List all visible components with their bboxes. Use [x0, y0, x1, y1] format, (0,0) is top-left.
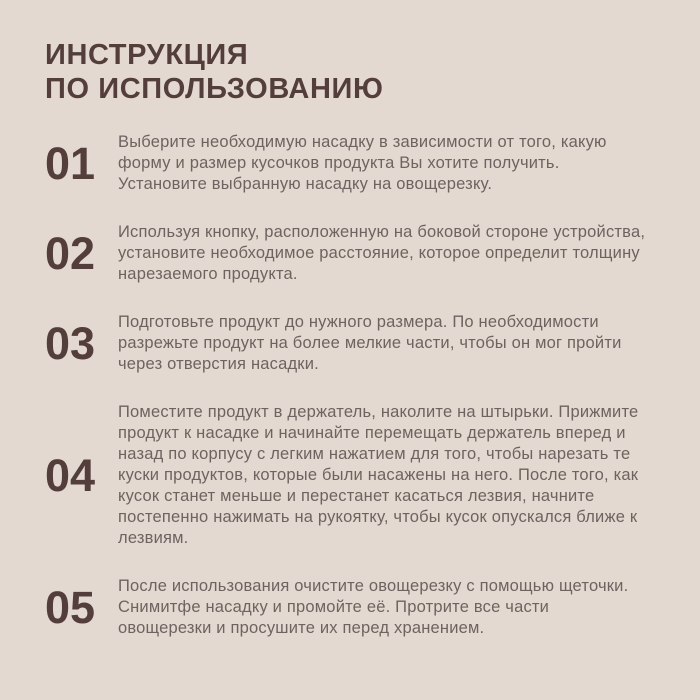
- step-number: 05: [45, 582, 96, 633]
- step-text: Поместите продукт в держатель, наколите на штырьки. Прижмите продукт к насадке и начинайте перемещать держатель вперед и назад по корпусу с легким нажатием для того, чтобы нарезать те куски продуктов, которые были насажены на него. После того, как кусок станет меньше и перестанет касаться лезвия, начните постепенно нажимать на рукоятку, чтобы кусок опускался ближе к лезвиям.: [118, 403, 639, 547]
- step-item-04: [45, 402, 660, 549]
- page-title-line1: ИНСТРУКЦИЯ: [45, 39, 249, 71]
- step-text: После использования очистите овощерезку с помощью щеточки. Снимитфе насадку и промойте её. Протрите все части овощерезки и просушите их перед хранением.: [118, 577, 629, 637]
- step-number: 04: [45, 450, 96, 501]
- step-item-02: [45, 222, 660, 285]
- step-number: 01: [45, 138, 96, 189]
- step-number: 02: [45, 228, 96, 279]
- step-text: Подготовьте продукт до нужного размера. По необходимости разрежьте продукт на более мелкие части, чтобы он мог пройти через отверстия насадки.: [118, 313, 622, 373]
- page-title: [45, 38, 660, 106]
- step-text: Выберите необходимую насадку в зависимости от того, какую форму и размер кусочков продукта Вы хотите получить. Установите выбранную насадку на овощерезку.: [118, 133, 607, 193]
- steps-list: [45, 132, 660, 639]
- step-number: 03: [45, 318, 96, 369]
- page-title-line2: ПО ИСПОЛЬЗОВАНИЮ: [45, 73, 384, 105]
- step-item-05: [45, 576, 660, 639]
- step-item-01: [45, 132, 660, 195]
- step-text: Используя кнопку, расположенную на боковой стороне устройства, установите необходимое расстояние, которое определит толщину нарезаемого продукта.: [118, 223, 646, 283]
- step-item-03: [45, 312, 660, 375]
